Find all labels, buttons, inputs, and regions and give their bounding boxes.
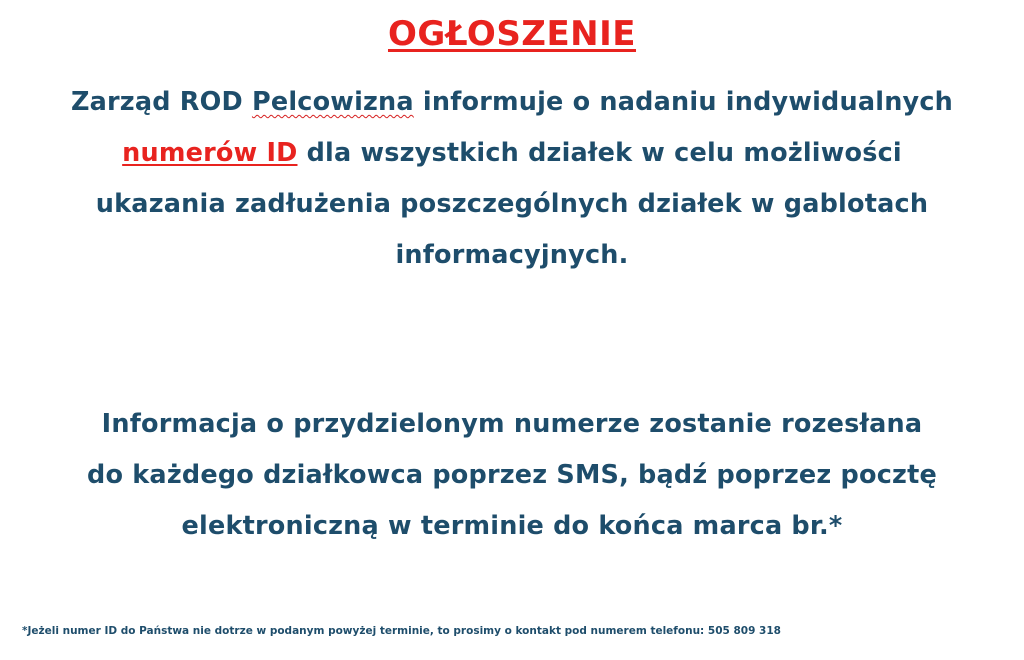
footnote: *Jeżeli numer ID do Państwa nie dotrze w podanym powyżej terminie, to prosimy o kontakt pod numerem telefonu: 505 809 318 [22,625,781,637]
announcement-paragraph-1 [20,77,1004,281]
paragraph-2-line1: Informacja o przydzielonym numerze zostanie rozesłana [101,409,923,439]
paragraph-1-text-line2: dla wszystkich działek w celu możliwości [297,138,902,168]
announcement-title: OGŁOSZENIE [387,14,637,54]
paragraph-1-text-continued: informuje o nadaniu indywidualnych [413,87,954,117]
paragraph-2-line3: elektroniczną w terminie do końca marca br.* [181,511,843,541]
org-name: Pelcowizna [251,87,414,117]
paragraph-1-text-line4: informacyjnych. [395,240,629,270]
paragraph-1-text-start: Zarząd ROD [70,87,252,117]
announcement-paragraph-2 [20,399,1004,552]
paragraph-2-line2: do każdego działkowca poprzez SMS, bądź poprzez pocztę [87,460,937,490]
id-number-highlight: numerów ID [122,138,298,168]
paragraph-1-text-line3: ukazania zadłużenia poszczególnych działek w gablotach [95,189,929,219]
